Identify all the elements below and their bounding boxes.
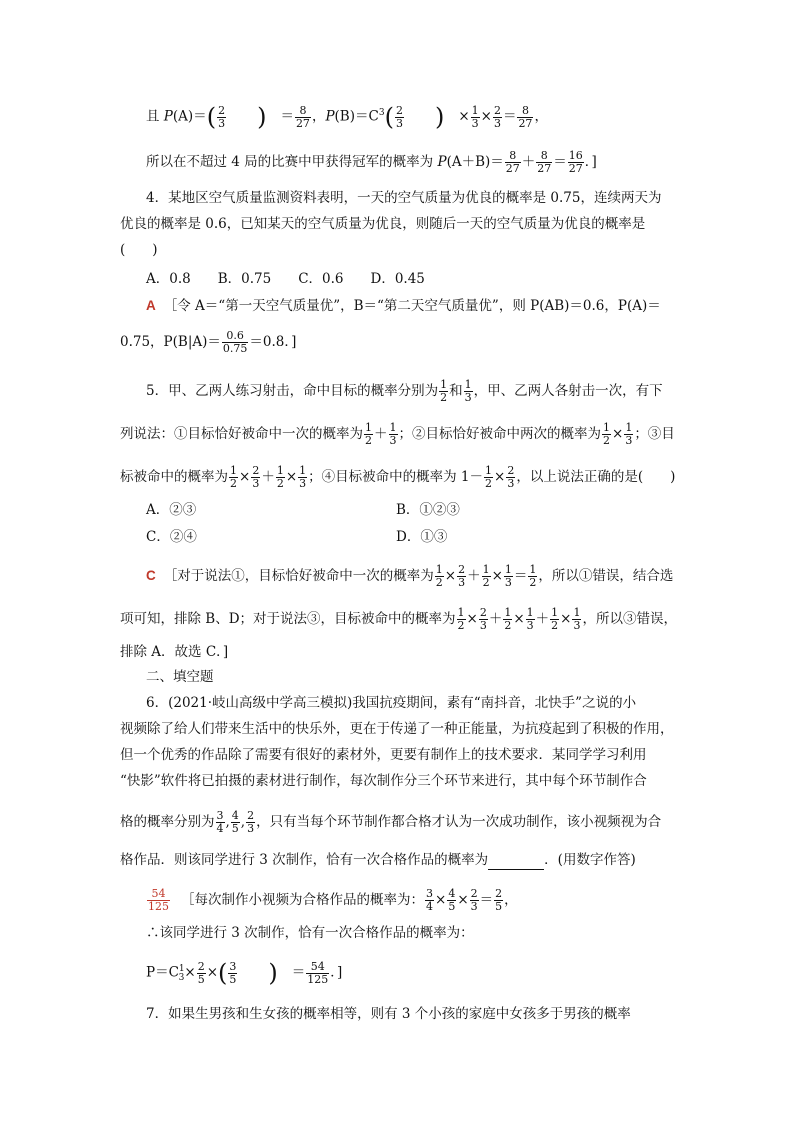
fraction: $\frac{2}{3}$ [479,606,487,632]
fraction: $\frac{1}{2}$ [551,606,559,632]
q4-options: A．0.8 B．0.75 C．0.6 D．0.45 [146,271,425,287]
fraction: $\frac{1}{3}$ [389,421,397,447]
fraction: $\frac{8}{27}$ [505,149,520,175]
fraction: $\frac{2}{3}$ [252,464,260,490]
fraction: $\frac{2}{3}$ [247,809,255,835]
fraction: $\frac{1}{2}$ [603,421,610,447]
q5-answer-line-2: 项可知，排除 B、D；对于说法③，目标被命中的概率为 $\frac{1}{2}$ × $\frac{2}{3}$ ＋ $\frac{1}{2}$ × $\frac{1}{3}$ ＋ $\frac{1}{2}$ × $\frac{1}{3}$ ，所以③错误， [120,606,677,632]
q6-answer-line-1: $\frac{54}{125}$ ［每次制作小视频为合格作品的概率为： $\frac{3}{4}$ × $\frac{4}{5}$ × $\frac{2}{3}$ ＝ $\frac{2}{5}$ ， [148,887,518,913]
fraction: $\frac{1}{2}$ [482,563,490,589]
q5-option-a: A．②③ [146,502,197,518]
q5-answer-line-3: 排除 A．故选 C．] [120,644,229,660]
fraction: $\frac{1}{3}$ [573,606,581,632]
fraction: $\frac{2}{3}$ [493,103,501,130]
fraction: $\frac{1}{2}$ [485,464,493,490]
fraction: $\frac{1}{2}$ [230,464,237,490]
fraction: $\frac{1}{3}$ [625,421,633,447]
fraction: $\frac{2}{3}$ [470,887,478,913]
fraction: $\frac{1}{3}$ [504,563,512,589]
q5-option-c: C．②④ [146,529,197,545]
fraction: $\frac{1}{2}$ [529,563,537,589]
line-2: 所以在不超过 4 局的比赛中甲获得冠军的概率为 P(A＋B)＝ $\frac{8}{27}$ ＋ $\frac{8}{27}$ ＝ $\frac{16}{27}$ ．] [146,149,597,175]
q6-line-3: 但一个优秀的作品除了需要有很好的素材外，更要有制作上的技术要求．某同学学习利用 [120,747,647,763]
fraction: $\frac{16}{27}$ [568,149,583,175]
fraction: $\frac{1}{2}$ [365,421,372,447]
fraction: $\frac{2}{3}$ [507,464,515,490]
q5-line-2: 列说法：①目标恰好被命中一次的概率为 $\frac{1}{2}$ ＋ $\frac{1}{3}$ ；②目标恰好被命中两次的概率为 $\frac{1}{2}$ × $\frac{1}{3}$ ；③目 [120,421,675,447]
fraction: $\frac{2}{3}$ [458,563,466,589]
fraction: $\frac{1}{2}$ [457,606,465,632]
fraction: $\frac{4}{5}$ [448,887,456,913]
q4-answer-line-1: A ［令 A＝“第一天空气质量优”，B＝“第二天空气质量优”，则 P(AB)＝0.6，P(A)＝ [146,298,661,314]
q5-line-3: 标被命中的概率为 $\frac{1}{2}$ × $\frac{2}{3}$ ＋ $\frac{1}{2}$ × $\frac{1}{3}$ ；④目标被命中的概率为 1－ $\frac{1}{2}$ × $\frac{2}{3}$ ，以上说法正确的是( ) [120,464,676,490]
fraction: $\frac{0.6}{0.75}$ [222,329,248,355]
fraction: $\frac{4}{5}$ [231,809,239,835]
q6-line-4: “快影”软件将已拍摄的素材进行制作，每次制作分三个环节来进行，其中每个环节制作合 [120,773,647,789]
answer-letter: C [146,568,156,583]
q5-line-1: 5．甲、乙两人练习射击，命中目标的概率分别为 $\frac{1}{2}$ 和 $\frac{1}{3}$ ，甲、乙两人各射击一次，有下 [146,378,663,404]
q4-line-2: 优良的概率是 0.6，已知某天的空气质量为优良，则随后一天的空气质量为优良的概率是 [120,216,646,232]
fraction: $\frac{1}{2}$ [440,378,448,404]
q4-line-3: ( ) [120,242,158,258]
fraction: $\frac{3}{4}$ [426,887,433,913]
fraction: $\frac{8}{27}$ [295,103,310,130]
fraction: $\frac{8}{27}$ [537,149,552,175]
line-1: 且 P(A)＝( $\frac{2}{3}$ ) ＝ $\frac{8}{27}$ ，$P(B)=C^3$( $\frac{2}{3}$ ) × $\frac{1}{3}$ × $\frac{2}{3}$ ＝ $\frac{8}{27}$ ， [146,103,548,131]
fraction: $\frac{1}{3}$ [471,103,479,130]
fraction: $\frac{1}{2}$ [276,464,284,490]
fraction: $\frac{1}{2}$ [435,563,443,589]
q5-option-b: B．①②③ [396,502,460,518]
answer-fraction: $\frac{54}{125}$ [148,887,169,913]
q5-option-d: D．①③ [396,529,448,545]
fraction: $\frac{1}{3}$ [526,606,534,632]
fraction: $\frac{1}{3}$ [464,378,472,404]
q4-line-1: 4．某地区空气质量监测资料表明，一天的空气质量为优良的概率是 0.75，连续两天为 [146,190,662,206]
q6-line-1: 6．(2021·岐山高级中学高三模拟)我国抗疫期间，素有“南抖音，北快手”之说的小 [146,695,637,711]
fraction: $\frac{1}{3}$ [299,464,307,490]
fraction: $\frac{1}{2}$ [504,606,512,632]
q7-line-1: 7．如果生男孩和生女孩的概率相等，则有 3 个小孩的家庭中女孩多于男孩的概率 [146,1006,631,1022]
q6-line-6: 格作品．则该同学进行 3 次制作，恰有一次合格作品的概率为 ．(用数字作答) [120,852,636,868]
q6-answer-line-2: ∴该同学进行 3 次制作，恰有一次合格作品的概率为： [146,925,474,941]
q6-line-5: 格的概率分别为 $\frac{3}{4}$ , $\frac{4}{5}$ , $\frac{2}{3}$ ，只有当每个环节制作都合格才认为一次成功制作，该小视频视为合 [120,809,662,835]
q4-answer-line-2: 0.75，P(B|A)＝ $\frac{0.6}{0.75}$ ＝0.8．] [120,329,297,355]
fraction: $\frac{2}{5}$ [197,959,205,986]
section-heading: 二、填空题 [146,669,214,685]
fraction: $\frac{3}{4}$ [216,809,224,835]
fraction: $\frac{54}{125}$ [307,959,329,986]
fraction: $\frac{3}{5}$ [229,959,237,986]
answer-letter: A [146,298,156,313]
fraction: $\frac{2}{3}$ [218,103,226,130]
fraction: $\frac{8}{27}$ [518,103,533,130]
fraction: $\frac{2}{5}$ [495,887,503,913]
answer-blank [488,855,544,870]
q5-answer-line-1: C ［对于说法①，目标恰好被命中一次的概率为 $\frac{1}{2}$ × $\frac{2}{3}$ ＋ $\frac{1}{2}$ × $\frac{1}{3}$ ＝ $\frac{1}{2}$ ，所以①错误，结合选 [146,563,674,589]
q6-answer-line-3: $P=C^1_3\times$ $\frac{2}{5}$ ×( $\frac{3}{5}$ ) ＝ $\frac{54}{125}$ ．] [146,959,343,987]
fraction: $\frac{2}{3}$ [395,103,403,130]
q6-line-2: 视频除了给人们带来生活中的快乐外，更在于传递了一种正能量，为抗疫起到了积极的作用， [120,721,674,737]
